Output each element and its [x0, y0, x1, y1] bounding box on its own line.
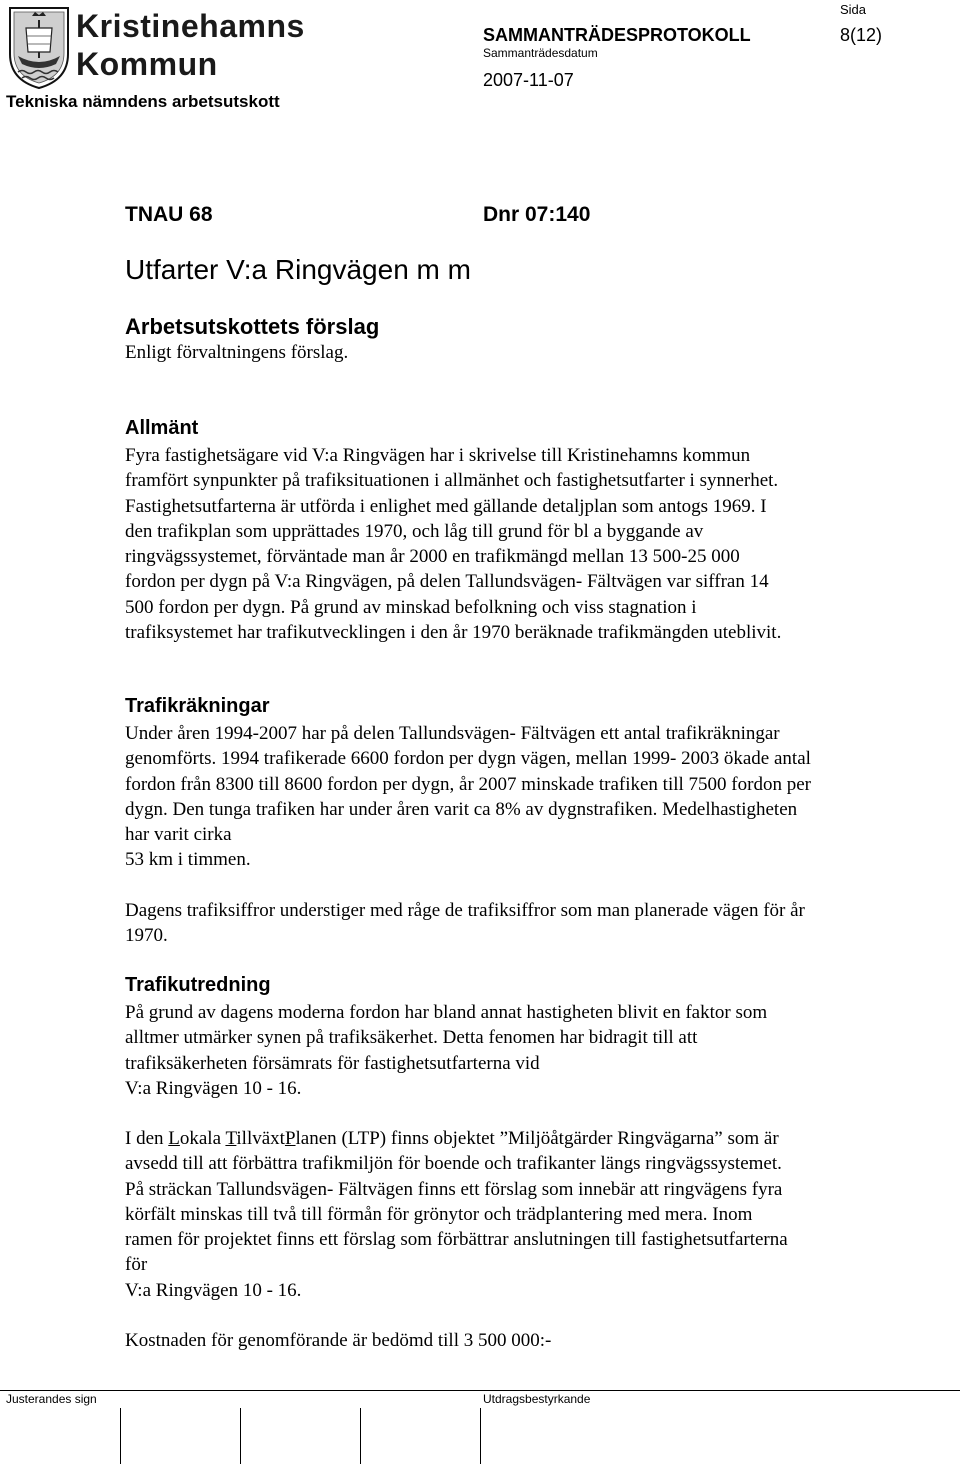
extract-label: Utdragsbestyrkande [483, 1392, 591, 1406]
org-name: Tekniska nämndens arbetsutskott [6, 92, 280, 111]
document-type: SAMMANTRÄDESPROTOKOLL [483, 25, 751, 45]
meeting-date-label: Sammanträdesdatum [483, 46, 598, 60]
ltp-initial-p: P [284, 1128, 296, 1149]
proposal-text: Enligt förvaltningens förslag. [125, 342, 349, 363]
general-heading: Allmänt [125, 417, 199, 439]
ltp-initial-t: T [225, 1128, 237, 1149]
municipality-logo [6, 6, 305, 90]
counts-speed: 53 km i timmen. [125, 849, 251, 870]
proposal-heading: Arbetsutskottets förslag [125, 314, 380, 339]
ltp-road: V:a Ringvägen 10 - 16. [125, 1280, 302, 1301]
logo-text-line1: Kristinehamns [76, 8, 305, 44]
ltp-prefix: I den [125, 1128, 169, 1149]
sign-box-divider [120, 1408, 121, 1464]
study-text: På grund av dagens moderna fordon har bland annat hastigheten blivit en faktor som alltmer utmärker synen på trafiksäkerhet. Detta fenomen har bidragit till att trafiksäkerheten försämrats för fastighetsutfarterna vid [125, 1002, 768, 1074]
study-road: V:a Ringvägen 10 - 16. [125, 1078, 302, 1099]
sign-box-divider [360, 1408, 361, 1464]
case-number: TNAU 68 [125, 203, 213, 226]
sign-box-divider [240, 1408, 241, 1464]
ltp-text [125, 1126, 795, 1278]
ltp-rest: (LTP) finns objektet ”Miljöåtgärder Ringvägarna” som är avsedd till att förbättra trafikmiljön för boende och trafikanter längs ringvägssystemet. På sträckan Tallundsvägen- Fältvägen finns ett förslag som innebär att ringvägens fyra körfält minskas till två till förmån för grönytor och trädplantering med mera. Inom ramen för projektet finns ett förslag som förbättrar anslutningen till fastighetsutfarterna för [125, 1128, 788, 1276]
page-label: Sida [840, 2, 867, 17]
counts-text-2: Dagens trafiksiffror understiger med råge de trafiksiffror som man planerade vägen för år 1970. [125, 900, 805, 947]
meeting-date: 2007-11-07 [483, 70, 574, 90]
logo-text-line2: Kommun [76, 46, 218, 82]
counts-text: Under åren 1994-2007 har på delen Tallundsvägen- Fältvägen ett antal trafikräkningar genomförts. 1994 trafikerade 6600 fordon per dygn vägen, mellan 1999- 2003 ökade antal fordon från 8300 till 8600 fordon per dygn, år 2007 minskade trafiken till 7500 fordon per dygn. Den tunga trafiken har under åren varit ca 8% av dygnstrafiken. Medelhastigheten har varit cirka [125, 723, 811, 846]
general-text: Fyra fastighetsägare vid V:a Ringvägen har i skrivelse till Kristinehamns kommun framfört synpunkter på trafiksituationen i allmänhet och fastighetsutfarter i synnerhet. Fastighetsutfarterna är utförda i enlighet med gällande detaljplan som antogs 1969. I den trafikplan som upprättades 1970, och låg till grund för bl a byggande av ringvägssystemet, förväntade man år 2000 en trafikmängd mellan 13 500-25 000 fordon per dygn på V:a Ringvägen, på delen Tallundsvägen- Fältvägen var siffran 14 500 fordon per dygn. På grund av minskad befolkning och viss stagnation i trafiksystemet har trafikutvecklingen i den år 1970 beräknade trafikmängden uteblivit. [125, 445, 782, 644]
ltp-lanen: lanen [295, 1128, 337, 1149]
ltp-okala: okala [179, 1128, 226, 1149]
ltp-initial-l: L [168, 1128, 180, 1149]
sign-label: Justerandes sign [6, 1392, 97, 1406]
page-title: Utfarter V:a Ringvägen m m [125, 254, 471, 285]
ltp-illvaxt: illväxt [236, 1128, 285, 1149]
page-number: 8(12) [840, 25, 883, 45]
study-heading: Trafikutredning [125, 974, 271, 996]
diary-number: Dnr 07:140 [483, 203, 591, 226]
counts-heading: Trafikräkningar [125, 695, 270, 717]
footer-divider [0, 1390, 960, 1391]
cost-text: Kostnaden för genomförande är bedömd till 3 500 000:- [125, 1330, 552, 1351]
sign-box-divider [480, 1408, 481, 1464]
